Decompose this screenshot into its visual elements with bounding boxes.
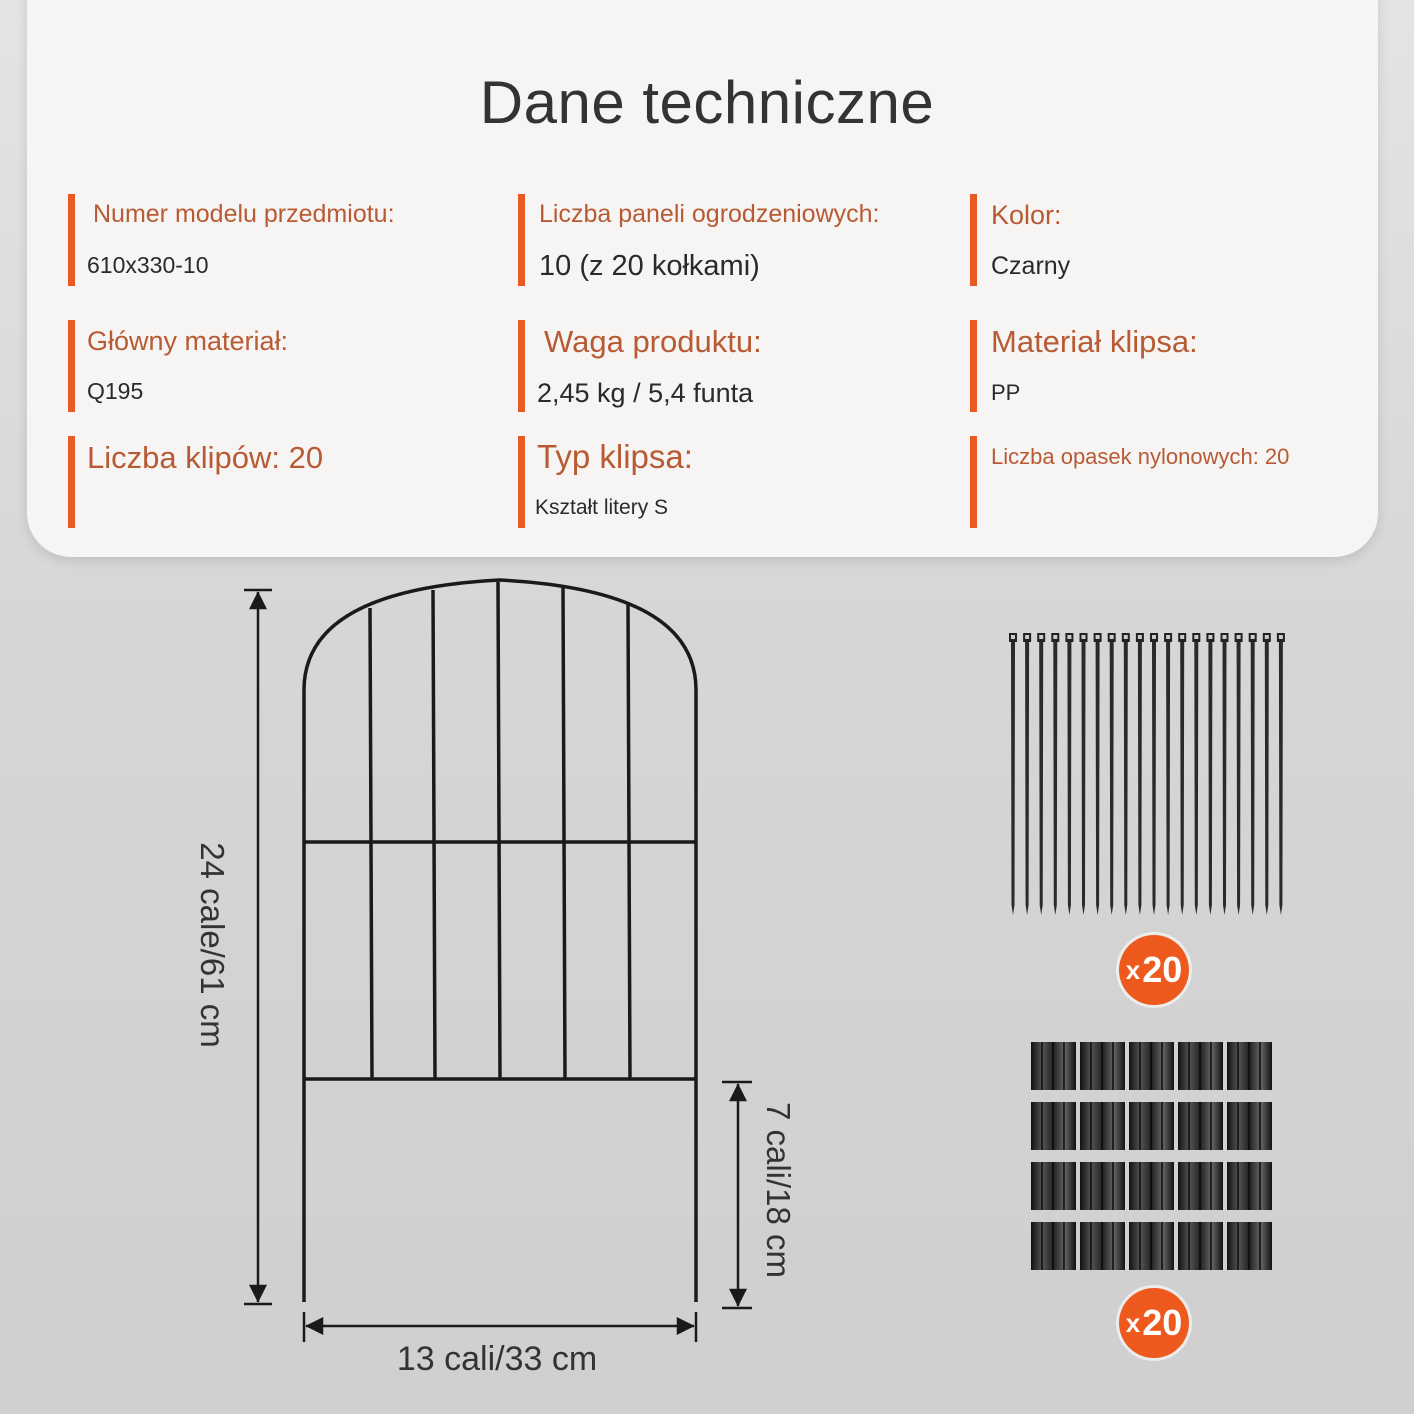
cable-tie [1178,633,1186,915]
cable-tie [1094,633,1102,915]
cable-tie [1065,633,1073,915]
spec-material-label: Główny materiał: [87,326,289,356]
cable-tie [1192,633,1200,915]
spec-ties-count-label: Liczba opasek nylonowych: 20 [991,444,1290,469]
cable-tie [1080,633,1088,915]
spec-color-value: Czarny [991,252,1071,280]
spec-model-label: Numer modelu przedmiotu: [93,200,395,228]
spec-clip-type-label: Typ klipsa: [537,438,693,475]
spec-clip-type-value: Kształt litery S [535,496,669,519]
cable-ties-icon [995,625,1305,925]
spec-color-label: Kolor: [991,200,1062,230]
dimension-height: 24 cale/61 cm [194,842,231,1048]
cable-tie [1235,633,1243,915]
cable-tie [1136,633,1144,915]
cable-tie [1277,633,1285,915]
cable-tie [1023,633,1031,915]
cable-tie [1164,633,1172,915]
ties-count-badge [1119,935,1189,1005]
cable-tie [1150,633,1158,915]
page-title: Dane techniczne [479,69,935,136]
cable-tie [1206,633,1214,915]
spec-panels-value: 10 (z 20 kołkami) [539,250,760,282]
cable-tie [1122,633,1130,915]
spec-clip-material-value: PP [991,380,1021,405]
cable-tie [1108,633,1116,915]
cable-tie [1051,633,1059,915]
spec-material-value: Q195 [87,378,144,404]
spec-clip-count-label: Liczba klipów: 20 [87,440,324,475]
spec-model-value: 610x330-10 [87,252,209,278]
cable-tie [1037,633,1045,915]
dimension-width: 13 cali/33 cm [396,1340,598,1378]
cable-tie [1249,633,1257,915]
cable-tie [1263,633,1271,915]
spec-panels-label: Liczba paneli ogrodzeniowych: [539,200,880,228]
dimension-stake: 7 cali/18 cm [760,1101,797,1279]
ties-badge-count: 20 [1142,949,1183,990]
ties-badge-x: x [1125,954,1141,985]
spec-weight-value: 2,45 kg / 5,4 funta [537,378,754,408]
clips-badge-x: x [1125,1307,1141,1338]
clips-badge-count: 20 [1142,1302,1183,1343]
spec-weight-label: Waga produktu: [544,324,762,359]
spec-clip-material-label: Materiał klipsa: [991,324,1198,359]
cable-tie [1221,633,1229,915]
clips-icon [1025,1038,1285,1278]
clips-count-badge [1119,1288,1189,1358]
cable-tie [1009,633,1017,915]
